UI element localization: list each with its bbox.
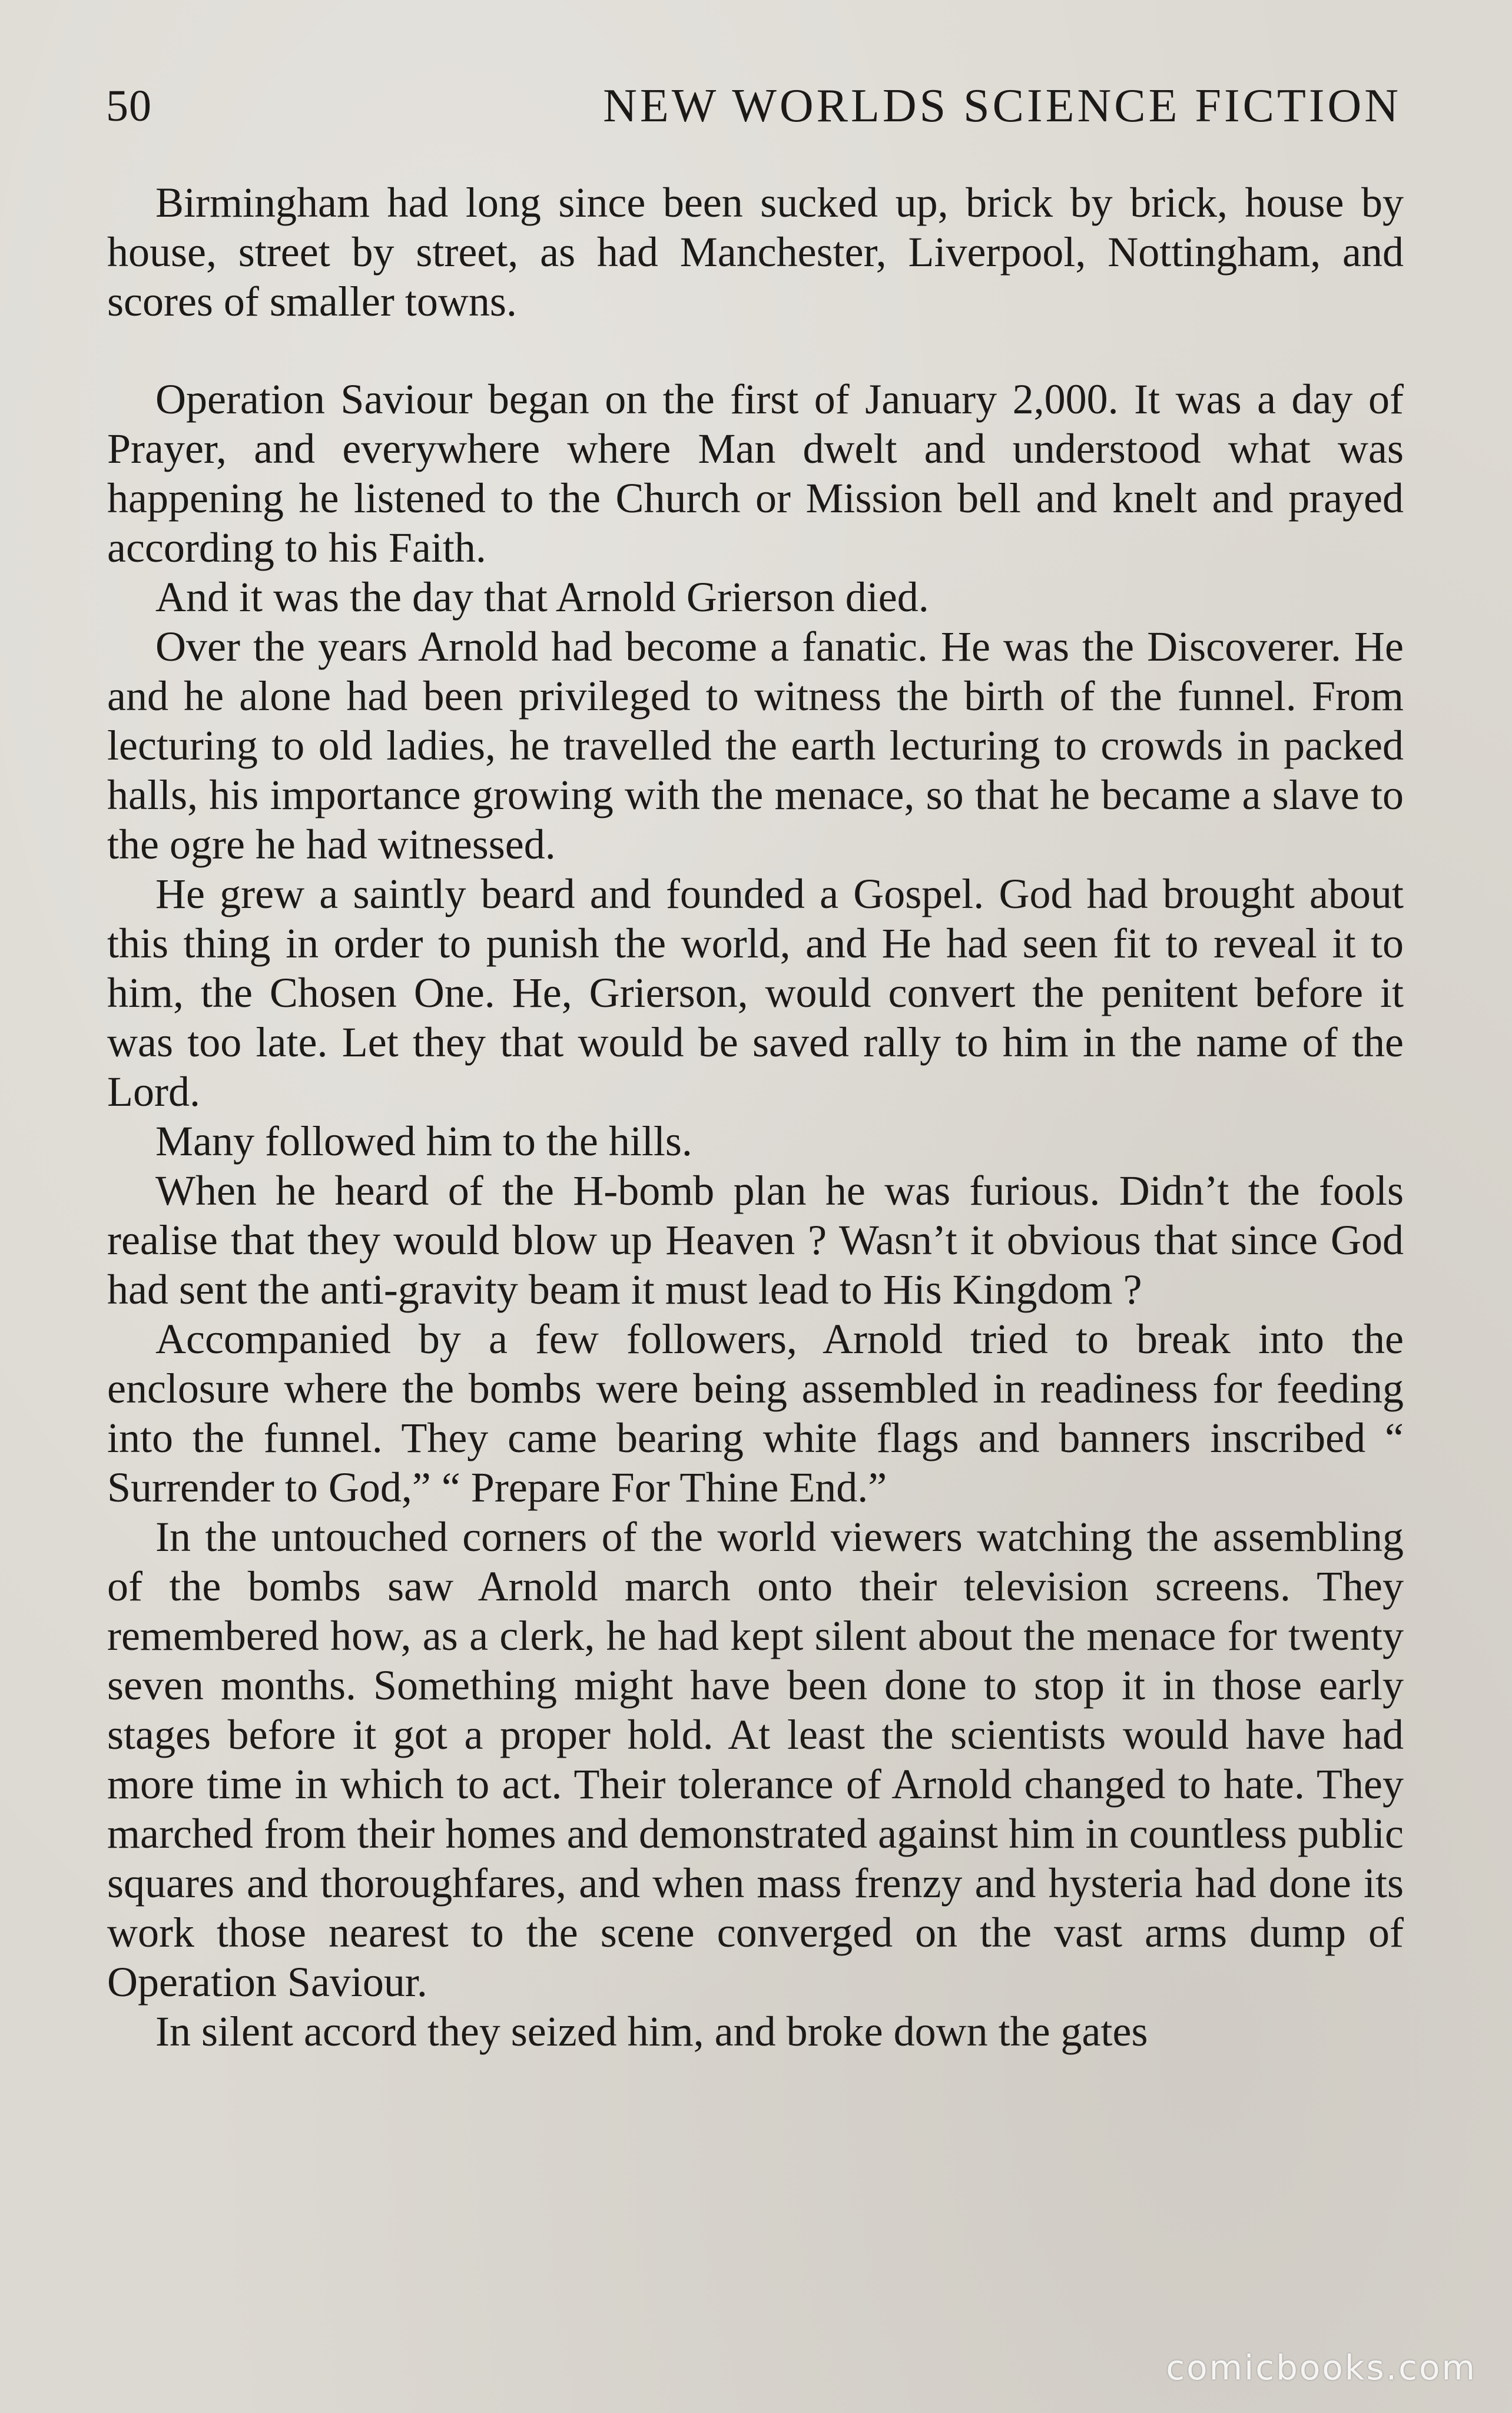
paragraph: And it was the day that Arnold Grierson died. — [155, 574, 929, 621]
running-title: NEW WORLDS SCIENCE FICTION — [603, 80, 1401, 132]
story-text — [107, 178, 1404, 2056]
paragraph: Over the years Arnold had become a fanatic. He was the Discoverer. He and he alone had been privileged to witness the birth of the funnel. From lecturing to old ladies, he travelled the earth lecturing to crowds in packed halls, his importance growing with the menace, so that he became a slave to the ogre he had witnessed. — [107, 623, 1404, 868]
paragraph: He grew a saintly beard and founded a Gospel. God had brought about this thing in order to punish the world, and He had seen fit to reveal it to him, the Chosen One. He, Grierson, would convert the penitent before it was too late. Let they that would be saved rally to him in the name of the Lord. — [107, 870, 1404, 1115]
paragraph: Accompanied by a few followers, Arnold tried to break into the enclosure where the bombs were being assembled in readiness for feeding into the funnel. They came bearing white flags and banners inscribed “ Surrender to God,” “ Prepare For Thine End.” — [107, 1315, 1404, 1511]
paragraph: When he heard of the H-bomb plan he was furious. Didn’t the fools realise that they would blow up Heaven ? Wasn’t it obvious that since God had sent the anti-gravity beam it must lead to His Kingdom ? — [107, 1167, 1404, 1313]
paragraph: In the untouched corners of the world viewers watching the assembling of the bombs saw Arnold march onto their television screens. They remembered how, as a clerk, he had kept silent about the menace for twenty seven months. Something might have been done to stop it in those early stages before it got a proper hold. At least the scientists would have had more time in which to act. Their tolerance of Arnold changed to hate. They marched from their homes and demonstrated against him in countless public squares and thoroughfares, and when mass frenzy and hysteria had done its work those nearest to the scene converged on the vast arms dump of Operation Saviour. — [107, 1513, 1404, 2006]
paragraph: In silent accord they seized him, and broke down the gates — [155, 2008, 1148, 2055]
paragraph: Many followed him to the hills. — [155, 1118, 692, 1165]
page-header — [106, 77, 1401, 135]
page-number: 50 — [106, 81, 152, 131]
paragraph: Birmingham had long since been sucked up, brick by brick, house by house, street by street, as had Manchester, Liverpool, Nottingham, and scores of smaller towns. — [107, 179, 1404, 325]
paragraph: Operation Saviour began on the first of January 2,000. It was a day of Prayer, and everywhere where Man dwelt and understood what was happening he listened to the Church or Mission bell and knelt and prayed according to his Faith. — [107, 376, 1404, 571]
watermark: comicbooks.com — [1166, 2348, 1477, 2388]
